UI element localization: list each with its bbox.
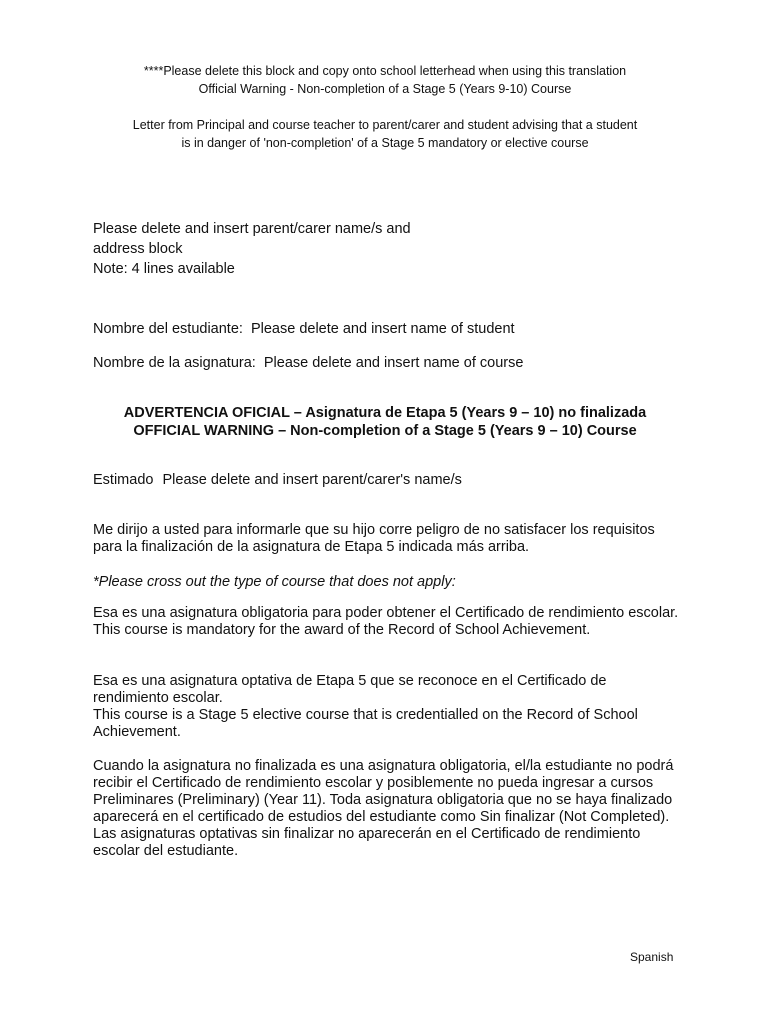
document-subtitle: Official Warning - Non-completion of a Stage 5 (Years 9-10) Course: [198, 82, 572, 96]
salutation-placeholder: Please delete and insert parent/carer's name/s: [162, 472, 462, 488]
address-note: Note: 4 lines available: [93, 261, 235, 277]
student-name-value: Please delete and insert name of student: [250, 321, 515, 337]
intro-paragraph: Me dirijo a usted para informarle que su hijo corre peligro de no satisfacer los requisitos para la finalización de la asignatura de Etapa 5 indicada más arriba.: [93, 522, 655, 555]
warning-title-english: OFFICIAL WARNING – Non-completion of a Stage 5 (Years 9 – 10) Course: [133, 423, 637, 439]
consequence-paragraph: Cuando la asignatura no finalizada es una asignatura obligatoria, el/la estudiante no podrá recibir el Certificado de rendimiento escolar y posiblemente no pueda ingresar a cursos Preliminares (Preliminary) (Year 11). Toda asignatura obligatoria que no se haya finalizado aparecerá en el certificado de estudios del estudiante como Sin finalizar (Not Completed). Las asignaturas optativas sin finalizar no aparecerán en el Certificado de rendimiento escolar del estudiante.: [93, 758, 674, 859]
salutation-greeting: Estimado: [93, 472, 154, 488]
instruction-line: ****Please delete this block and copy onto school letterhead when using this translation: [143, 64, 627, 78]
course-name-value: Please delete and insert name of course: [263, 355, 524, 371]
elective-spanish: Esa es una asignatura optativa de Etapa 5 que se reconoce en el Certificado de rendimiento escolar.: [93, 673, 607, 706]
description-line: Letter from Principal and course teacher to parent/carer and student advising that a student: [132, 118, 638, 132]
address-line: Please delete and insert parent/carer name/s and: [93, 221, 411, 237]
cross-out-instruction: *Please cross out the type of course that does not apply:: [93, 574, 456, 590]
language-footer: Spanish: [630, 950, 674, 964]
warning-title-spanish: ADVERTENCIA OFICIAL – Asignatura de Etapa 5 (Years 9 – 10) no finalizada: [123, 405, 647, 421]
description-line: is in danger of 'non-completion' of a Stage 5 mandatory or elective course: [181, 136, 589, 150]
student-name-row: [93, 321, 515, 337]
course-name-row: [93, 355, 523, 371]
mandatory-spanish: Esa es una asignatura obligatoria para poder obtener el Certificado de rendimiento escolar.: [93, 605, 679, 621]
salutation: [93, 472, 683, 489]
mandatory-paragraph: [93, 605, 683, 639]
student-name-label: Nombre del estudiante:: [93, 321, 243, 337]
warning-title: [60, 404, 710, 440]
letterhead-instructions: [60, 62, 710, 152]
course-name-label: Nombre de la asignatura:: [93, 355, 256, 371]
address-line: address block: [93, 241, 183, 257]
elective-english: This course is a Stage 5 elective course that is credentialled on the Record of School Achievement.: [93, 707, 638, 740]
elective-paragraph: [93, 673, 683, 741]
mandatory-english: This course is mandatory for the award of the Record of School Achievement.: [93, 622, 591, 638]
address-block: [93, 219, 693, 279]
